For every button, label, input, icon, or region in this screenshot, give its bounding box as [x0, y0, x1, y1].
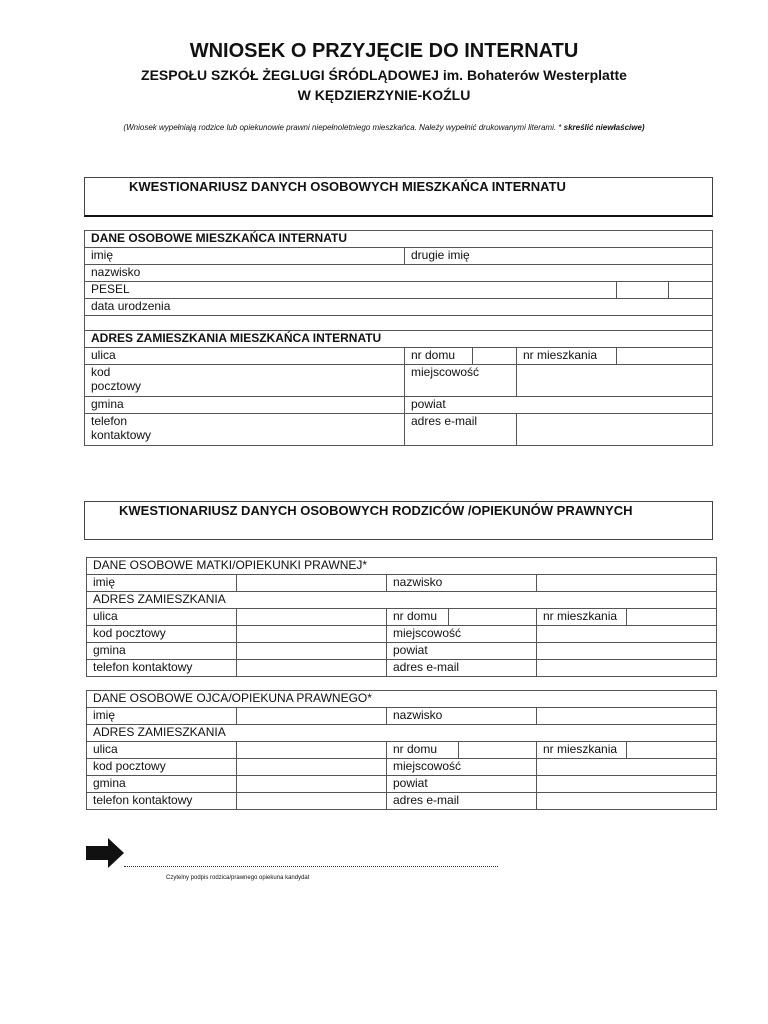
father-data-table	[86, 690, 717, 810]
father-first-name-label: imię	[87, 708, 237, 725]
house-number-input[interactable]	[473, 348, 517, 365]
house-number-field[interactable]	[405, 348, 473, 365]
birth-date-label: data urodzenia	[91, 299, 171, 313]
email-field[interactable]	[405, 414, 517, 446]
father-last-name-input[interactable]	[537, 708, 717, 725]
father-street-input[interactable]	[237, 742, 387, 759]
father-house-number-input[interactable]	[459, 742, 537, 759]
signature-line[interactable]	[124, 866, 498, 867]
commune-field[interactable]	[85, 397, 405, 414]
email-label: adres e-mail	[411, 414, 478, 428]
apartment-number-field[interactable]	[517, 348, 617, 365]
father-house-number-label: nr domu	[387, 742, 459, 759]
city-field[interactable]	[405, 365, 517, 397]
mother-apartment-number-label: nr mieszkania	[537, 609, 627, 626]
last-name-label: nazwisko	[91, 265, 141, 279]
father-first-name-input[interactable]	[237, 708, 387, 725]
mother-phone-input[interactable]	[237, 660, 387, 677]
city-label: miejscowość	[411, 365, 480, 379]
resident-data-table	[84, 230, 713, 446]
mother-commune-label: gmina	[87, 643, 237, 660]
phone-label: telefon	[91, 414, 128, 428]
father-apartment-number-input[interactable]	[627, 742, 717, 759]
district-field[interactable]	[405, 397, 713, 414]
mother-apartment-number-input[interactable]	[627, 609, 717, 626]
mother-city-input[interactable]	[537, 626, 717, 643]
postal-code-field[interactable]	[85, 365, 405, 397]
father-district-input[interactable]	[537, 776, 717, 793]
second-name-field[interactable]	[405, 248, 713, 265]
father-commune-input[interactable]	[237, 776, 387, 793]
father-city-input[interactable]	[537, 759, 717, 776]
last-name-field[interactable]	[85, 265, 713, 282]
signature-caption: Czytelny podpis rodzica/prawnego opiekuna kandydat	[166, 875, 310, 881]
school-city: W KĘDZIERZYNIE-KOŹLU	[297, 87, 471, 103]
pesel-label: PESEL	[91, 282, 130, 296]
mother-house-number-label: nr domu	[387, 609, 449, 626]
mother-postal-code-label: kod pocztowy	[87, 626, 237, 643]
mother-postal-code-input[interactable]	[237, 626, 387, 643]
first-name-field[interactable]	[85, 248, 405, 265]
email-input[interactable]	[517, 414, 713, 446]
house-number-label: nr domu	[411, 348, 456, 362]
school-name: ZESPOŁU SZKÓŁ ŻEGLUGI ŚRÓDLĄDOWEJ im. Bohaterów Westerplatte	[141, 67, 627, 83]
spacer-row	[85, 316, 713, 331]
father-address-header: ADRES ZAMIESZKANIA	[87, 725, 717, 742]
second-name-label: drugie imię	[411, 248, 470, 262]
postal-code-label: kod	[91, 365, 111, 379]
postal-code-label-2: pocztowy	[91, 379, 142, 393]
resident-questionnaire-title: KWESTIONARIUSZ DANYCH OSOBOWYCH MIESZKAŃCA INTERNATU	[129, 179, 566, 194]
father-email-label: adres e-mail	[387, 793, 537, 810]
mother-last-name-label: nazwisko	[387, 575, 537, 592]
arrow-right-icon	[86, 836, 126, 870]
instructions-note: (Wniosek wypełniają rodzice lub opiekunowie prawni niepełnoletniego mieszkańca. Należy wypełnić drukowanymi literami. * skreślić niewłaściwe)	[123, 123, 645, 132]
commune-label: gmina	[91, 397, 124, 411]
mother-street-label: ulica	[87, 609, 237, 626]
city-input[interactable]	[517, 365, 713, 397]
resident-personal-section-header: DANE OSOBOWE MIESZKAŃCA INTERNATU	[85, 231, 713, 248]
mother-district-label: powiat	[387, 643, 537, 660]
father-section-header: DANE OSOBOWE OJCA/OPIEKUNA PRAWNEGO*	[87, 691, 717, 708]
parents-questionnaire-title: KWESTIONARIUSZ DANYCH OSOBOWYCH RODZICÓW /OPIEKUNÓW PRAWNYCH	[119, 503, 633, 518]
page-title: WNIOSEK O PRZYJĘCIE DO INTERNATU	[189, 40, 579, 62]
mother-email-label: adres e-mail	[387, 660, 537, 677]
apartment-number-input[interactable]	[617, 348, 713, 365]
mother-data-table	[86, 557, 717, 677]
resident-questionnaire-title-box	[84, 177, 713, 217]
father-last-name-label: nazwisko	[387, 708, 537, 725]
parents-questionnaire-title-box	[84, 501, 713, 540]
district-label: powiat	[411, 397, 446, 411]
father-commune-label: gmina	[87, 776, 237, 793]
street-field[interactable]	[85, 348, 405, 365]
father-street-label: ulica	[87, 742, 237, 759]
birth-date-field[interactable]	[85, 299, 713, 316]
apartment-number-label: nr mieszkania	[523, 348, 598, 362]
mother-email-input[interactable]	[537, 660, 717, 677]
father-district-label: powiat	[387, 776, 537, 793]
mother-house-number-input[interactable]	[449, 609, 537, 626]
street-label: ulica	[91, 348, 116, 362]
mother-last-name-input[interactable]	[537, 575, 717, 592]
mother-section-header: DANE OSOBOWE MATKI/OPIEKUNKI PRAWNEJ*	[87, 558, 717, 575]
phone-label-2: kontaktowy	[91, 428, 152, 442]
phone-field[interactable]	[85, 414, 405, 446]
mother-first-name-input[interactable]	[237, 575, 387, 592]
father-phone-label: telefon kontaktowy	[87, 793, 237, 810]
father-email-input[interactable]	[537, 793, 717, 810]
mother-city-label: miejscowość	[387, 626, 537, 643]
resident-address-section-header: ADRES ZAMIESZKANIA MIESZKAŃCA INTERNATU	[85, 331, 713, 348]
pesel-field[interactable]	[85, 282, 617, 299]
pesel-box[interactable]	[669, 282, 713, 299]
father-postal-code-label: kod pocztowy	[87, 759, 237, 776]
mother-street-input[interactable]	[237, 609, 387, 626]
father-postal-code-input[interactable]	[237, 759, 387, 776]
first-name-label: imię	[91, 248, 114, 262]
mother-phone-label: telefon kontaktowy	[87, 660, 237, 677]
pesel-box[interactable]	[617, 282, 669, 299]
father-phone-input[interactable]	[237, 793, 387, 810]
mother-district-input[interactable]	[537, 643, 717, 660]
mother-first-name-label: imię	[87, 575, 237, 592]
father-city-label: miejscowość	[387, 759, 537, 776]
mother-commune-input[interactable]	[237, 643, 387, 660]
father-apartment-number-label: nr mieszkania	[537, 742, 627, 759]
mother-address-header: ADRES ZAMIESZKANIA	[87, 592, 717, 609]
